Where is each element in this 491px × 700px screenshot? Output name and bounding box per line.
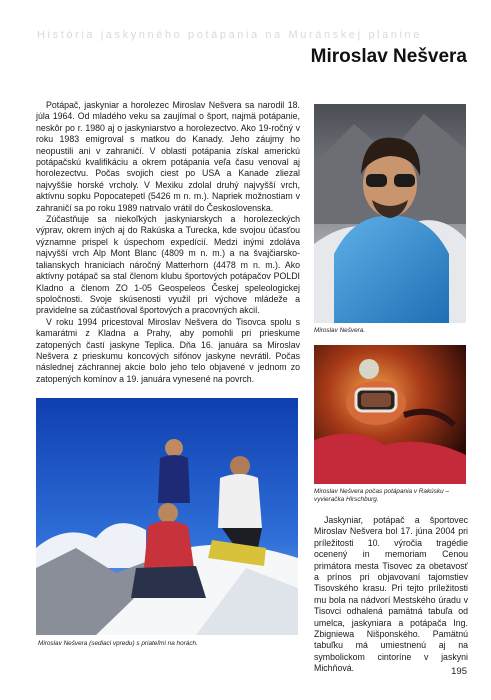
running-title: História jaskynného potápania na Muránskej planine (37, 29, 422, 41)
paragraph-expeditions: Zúčastňuje sa niekoľkých jaskyniarskych a horolezeckých výprav, okrem iných aj do Rakúska a Turecka, kde svojou účasťou významne prispel k úspechom expedícií. Medzi inými zdoláva najvyšší vrch Alp Mont Blanc (4809 m n. m.) a na švajčiarsko-talianskych hraniciach náročný Matterhorn (4478 m n. m.). Ako aktívny potápač sa stal členom klubu športových potápačov POLDI Kladno a členom ZO 1-05 Geospeleos Českej speleologickej spoločnosti. Svoje skúsenosti využil pri výchove mládeže a pravidelne sa zúčastňoval športových a pracovných akcií. (36, 214, 300, 316)
mountain-group-photo (36, 398, 298, 635)
paragraph-memorial: Jaskyniar, potápač a športovec Miroslav Nešvera bol 17. júna 2004 pri príležitosti 10. výročia tragédie ocenený in memoriam Cenou primátora mesta Tisovec za obetavosť a prínos pri objavovaní tajomstiev Tisovského krasu. Pri tejto príležitosti mu bola na nádvorí Mestského úradu v Tisovci odhalená pamätná tabuľa od umelca, jaskyniara a potápača Ing. Zbigniewa Nišponského. Pamätnú tabuľku má umiestnenú aj na symbolickom cintoríne v jaskyni Michňová. (314, 515, 468, 674)
portrait-photo (314, 104, 466, 323)
cave-diving-photo (314, 345, 466, 484)
memorial-text-column (314, 515, 468, 675)
page-title: Miroslav Nešvera (310, 46, 467, 67)
cave-diving-caption: Miroslav Nešvera počas potápania v Rakúsku – vyvieračka Hirschburg. (314, 488, 449, 503)
page-number: 195 (451, 666, 467, 677)
paragraph-biography: Potápač, jaskyniar a horolezec Miroslav Nešvera sa narodil 18. júla 1964. Od mladého veku sa zaujímal o šport, najmä potápanie, neskôr po r. 1980 aj o jaskyniarstvo a horolezectvo. Ako 19-ročný v roku 1983 emigroval s matkou do Kanady. Jeho záujmy ho neopustili ani v zahraničí. V oblasti potápania získal americkú potápačskú kvalifikáciu a okrem potápania veľa času venoval aj horolezectvu. Počas svojich ciest po USA a Kanade zliezal najvyššie horské vrcholy. V Mexiku zdolal druhý najvyšší vrch, aktívnu sopku Popocatepetl (5426 m n. m.). Napriek možnostiam v zahraničí sa po roku 1989 natrvalo vrátil do Československa. (36, 100, 300, 213)
portrait-caption: Miroslav Nešvera. (314, 327, 366, 334)
paragraph-accident: V roku 1994 pricestoval Miroslav Nešvera do Tisovca spolu s kamarátmi z Kladna a Prahy, aby pomohli pri prieskume zatopených častí jaskyne Teplica. Dňa 16. januára sa Miroslav Nešvera z prieskumu koncových sifónov jaskyne nevrátil. Počas následnej záchrannej akcie bolo jeho telo objavené v jednom zo zatopených komínov a 19. januára vynesené na povrch. (36, 316, 300, 384)
main-text-column (36, 100, 300, 385)
mountain-group-caption: Miroslav Nešvera (sediaci vpredu) s priateľmi na horách. (38, 640, 198, 647)
